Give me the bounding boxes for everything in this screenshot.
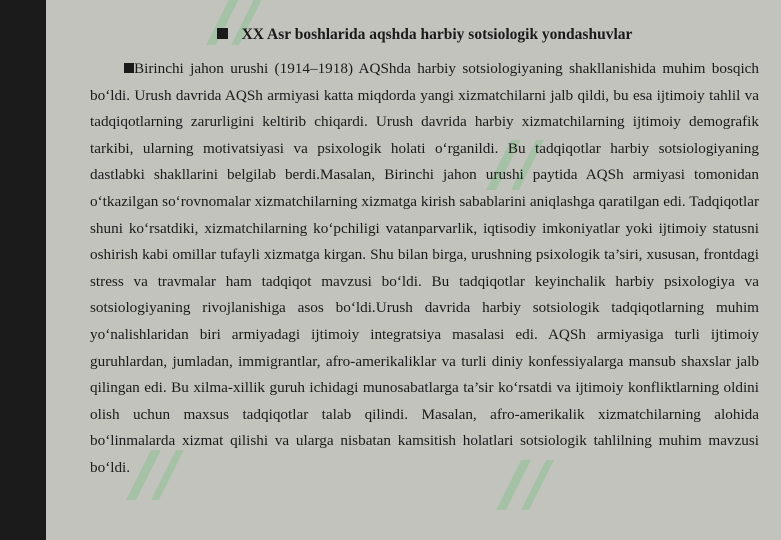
black-square-icon [217,28,228,39]
body-paragraph [90,56,759,482]
heading-text: XX Asr boshlarida aqshda harbiy sotsiologik yondashuvlar [241,26,633,43]
document-page [46,0,781,540]
document-content [90,22,759,482]
section-heading [90,22,759,48]
left-dark-border [0,0,46,540]
paragraph-text: Birinchi jahon urushi (1914–1918) AQShda harbiy sotsiologiyaning shakllanishida muhim bosqich bo‘ldi. Urush davrida AQSh armiyasi katta miqdorda yangi xizmatchilarni jalb qildi, bu esa ijtimoiy tahlil va tadqiqotlarning zarurligini keltirib chiqardi. Urush davrida harbiy xizmatchilarning ijtimoiy demografik tarkibi, ularning motivatsiyasi va psixologik holati o‘rganildi. Bu tadqiqotlar harbiy sotsiologiyaning dastlabki shakllarini belgilab berdi.Masalan, Birinchi jahon urushi paytida AQSh armiyasi tomonidan o‘tkazilgan so‘rovnomalar xizmatchilarning xizmatga kirish sabablarini aniqlashga qaratilgan edi. Tadqiqotlar shuni ko‘rsatdiki, xizmatchilarning ko‘pchiligi vatanparvarlik, iqtisodiy imkoniyatlar yoki ijtimoiy statusni oshirish kabi omillar tufayli xizmatga kirgan. Shu bilan birga, urushning psixologik ta’siri, xususan, frontdagi stress va travmalar ham tadqiqot mavzusi bo‘ldi. Bu tadqiqotlar keyinchalik harbiy psixologiya va sotsiologiyaning rivojlanishiga asos bo‘ldi.Urush davrida harbiy sotsiologik tadqiqotlarning muhim yo‘nalishlaridan biri armiyadagi ijtimoiy integratsiya masalasi edi. AQSh armiyasiga turli ijtimoiy guruhlardan, jumladan, immigrantlar, afro-amerikaliklar va turli diniy konfessiyalarga mansub shaxslar jalb qilingan edi. Bu xilma-xillik guruh ichidagi munosabatlarga ta’sir ko‘rsatdi va ijtimoiy konfliktlarning oldini olish uchun maxsus tadqiqotlar talab qilindi. Masalan, afro-amerikalik xizmatchilarning alohida bo‘linmalarda xizmat qilishi va ularga nisbatan kamsitish holatlari sotsiologik tahlilning muhim mavzusi bo‘ldi. [90,60,759,476]
black-square-icon [124,63,134,73]
